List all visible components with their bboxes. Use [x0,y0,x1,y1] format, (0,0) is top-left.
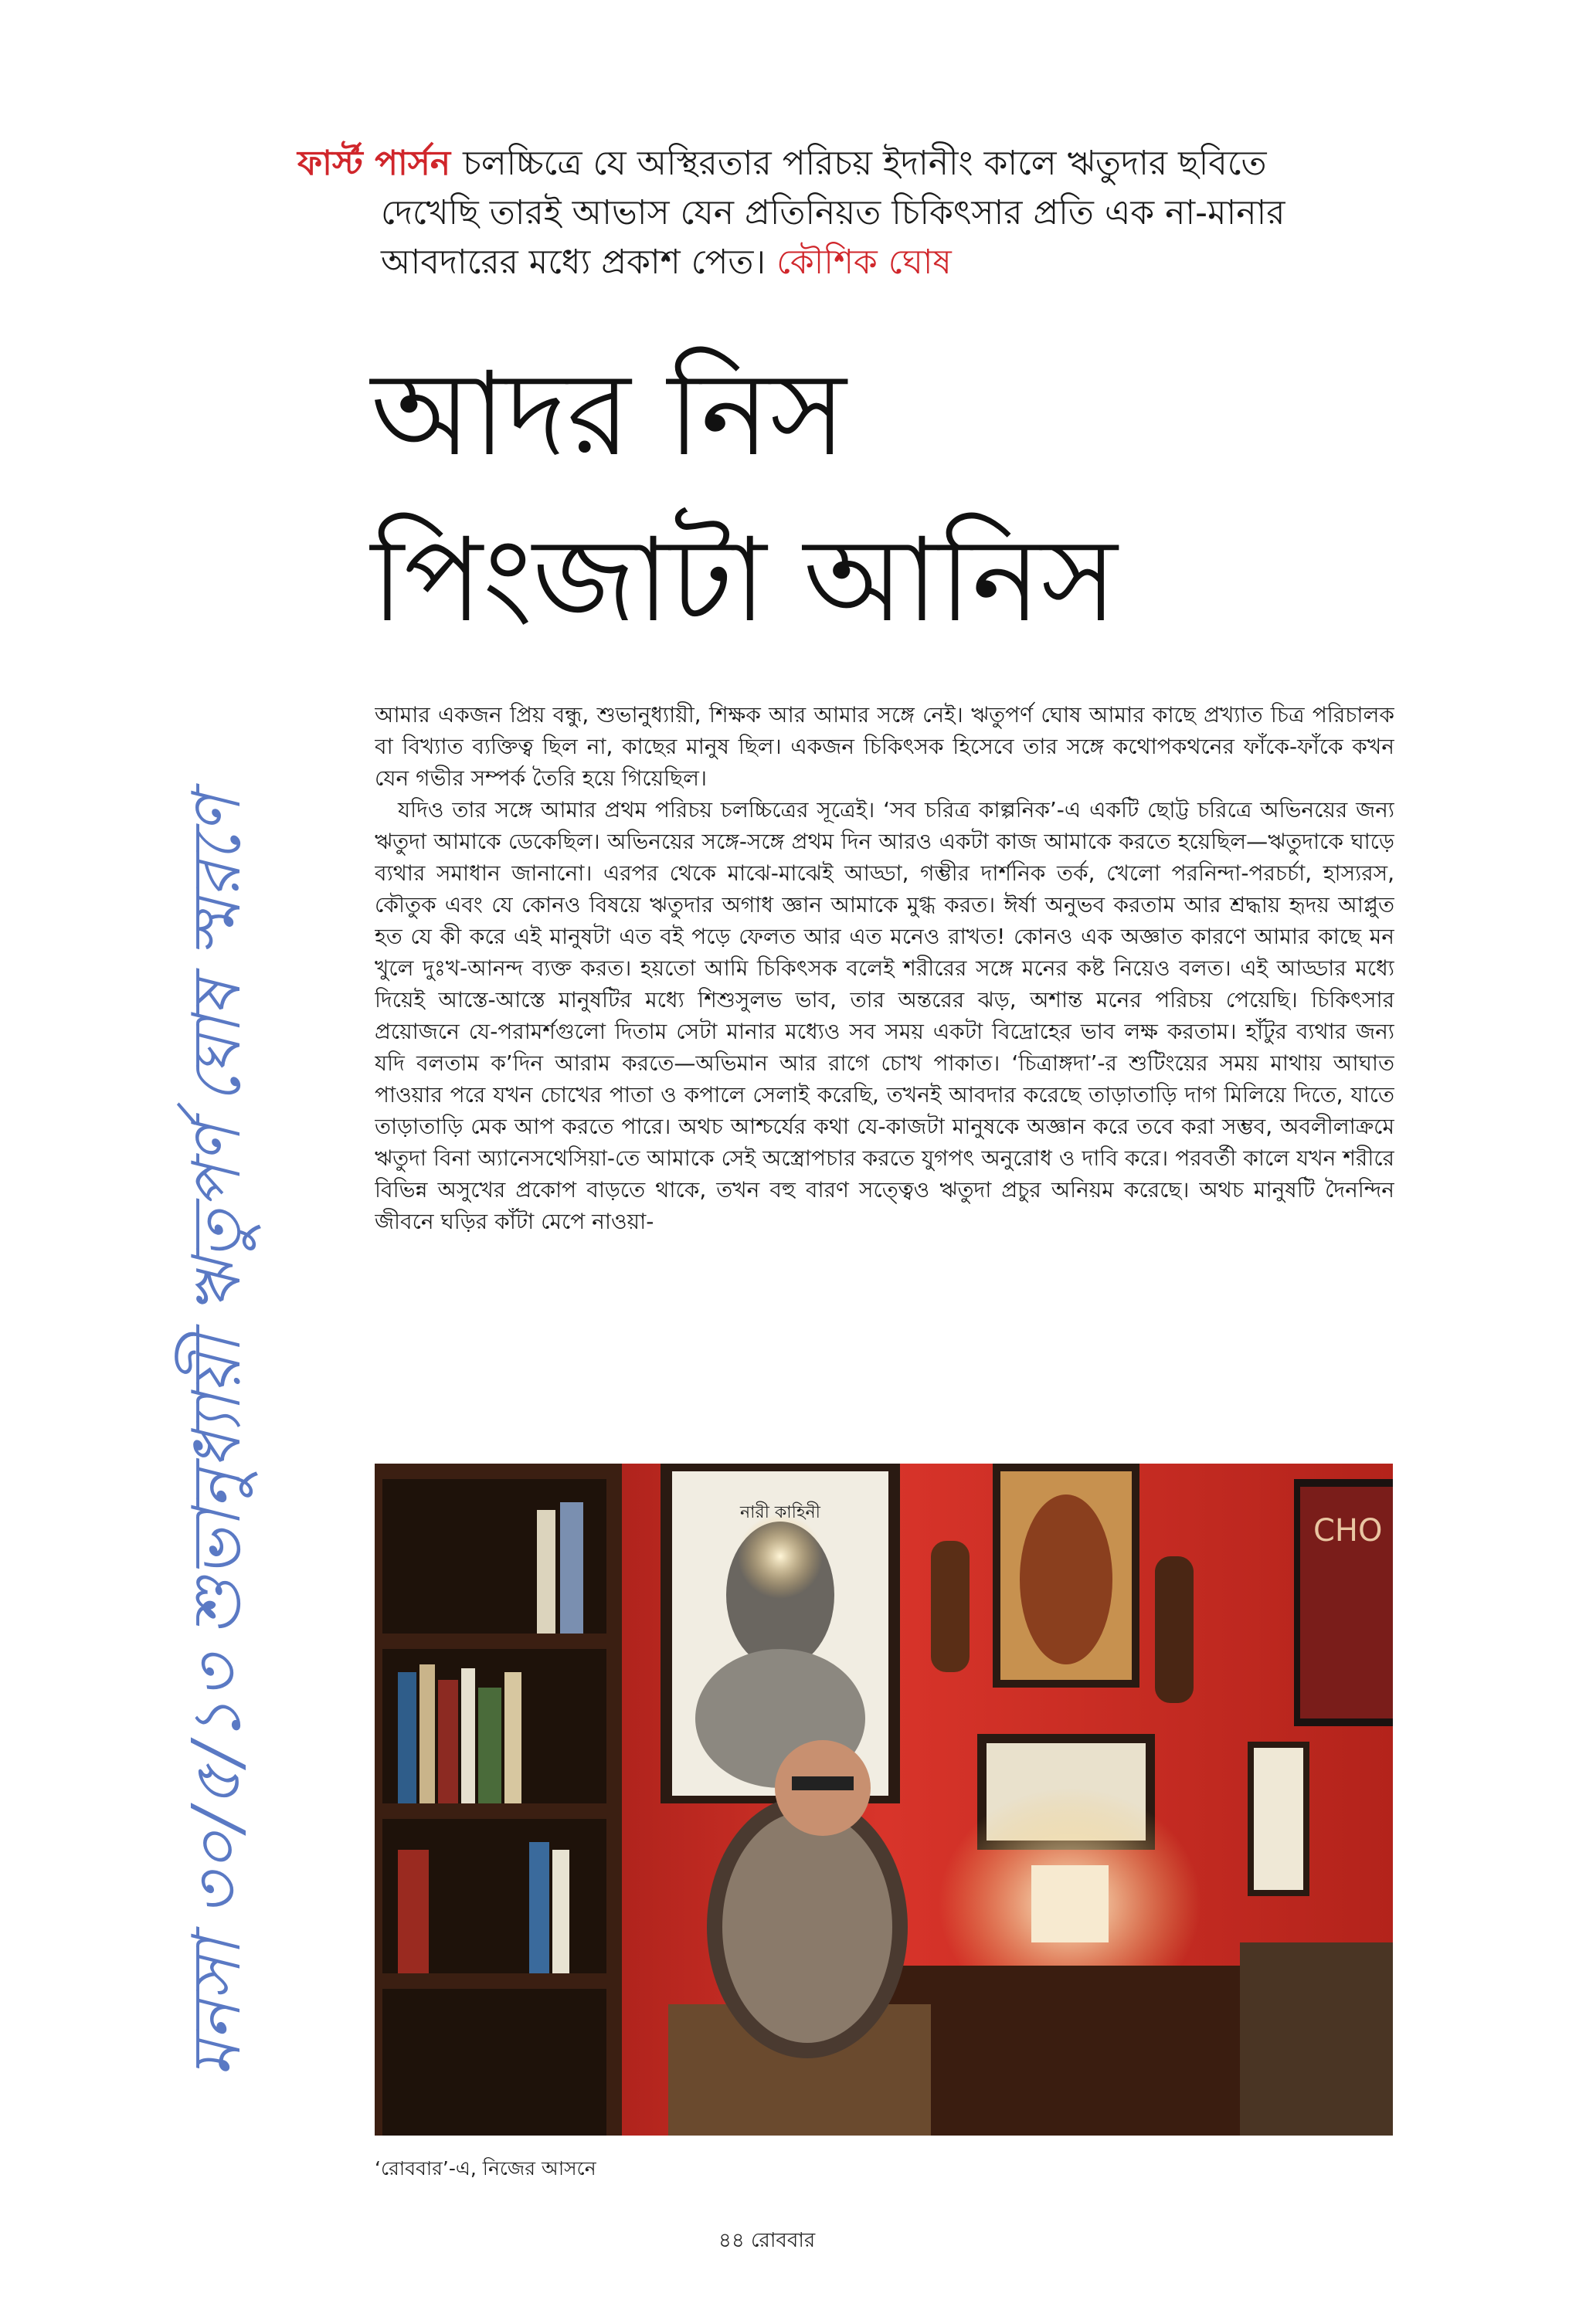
framed-poster [661,1464,900,1803]
mask-2 [1155,1556,1194,1703]
right-poster-text: CHO [1313,1513,1383,1549]
article-headline [371,332,1452,664]
headline-line-1: আদর নিস [371,348,847,482]
poster-text: নারী কাহিনী [740,1503,820,1522]
section-kicker: ফার্স্ট পার্সন [297,144,451,183]
article-standfirst [297,139,1425,287]
handwritten-text: মনসা ৩০/৫/১৩ শুভানুধ্যায়ী ঋতুপর্ণ ঘোষ স্মরণে [178,795,256,2078]
photo-caption: ‘রোববার’-এ, নিজের আসনে [375,2157,596,2180]
article-body [375,699,1394,1410]
handwritten-margin-note [162,116,286,2093]
headline-line-2: পিংজাটা আনিস [371,514,1118,648]
article-photo [375,1464,1393,2136]
standfirst-line-1: চলচ্চিত্রে যে অস্থিরতার পরিচয় ইদানীং কালে ঋতুদার ছবিতে [463,144,1267,183]
right-poster [1294,1479,1393,1726]
bookshelf [375,1464,622,2136]
page-folio: ৪৪ রোববার [718,2229,816,2252]
author-name: কৌশিক ঘোষ [776,243,952,282]
body-paragraph-1: আমার একজন প্রিয় বন্ধু, শুভানুধ্যায়ী, শিক্ষক আর আমার সঙ্গে নেই। ঋতুপর্ণ ঘোষ আমার কাছে প্রখ্যাত চিত্র পরিচালক বা বিখ্যাত ব্যক্তিত্ব ছিল না, কাছের মানুষ ছিল। একজন চিকিৎসক হিসেবে তার সঙ্গে কথোপকথনের ফাঁকে-ফাঁকে কখন যেন গভীর সম্পর্ক তৈরি হয়ে গিয়েছিল। [375,702,1394,791]
standfirst-line-3: আবদারের মধ্যে প্রকাশ পেত। কৌশিক ঘোষ [381,243,952,282]
body-paragraph-2: যদিও তার সঙ্গে আমার প্রথম পরিচয় চলচ্চিত্রের সূত্রেই। ‘সব চরিত্র কাল্পনিক’-এ একটি ছোট্ট চরিত্রে অভিনয়ের জন্য ঋতুদা আমাকে ডেকেছিল। অভিনয়ের সঙ্গে-সঙ্গে প্রথম দিন আরও একটা কাজ আমাকে করতে হয়েছিল—ঋতুদাকে ঘাড়ে ব্যথার সমাধান জানানো। এরপর থেকে মাঝে-মাঝেই আড্ডা, গম্ভীর দার্শনিক তর্ক, খেলো পরনিন্দা-পরচর্চা, হাস্যরস, কৌতুক এবং যে কোনও বিষয়ে ঋতুদার অগাধ জ্ঞান আমাকে মুগ্ধ করত। ঈর্ষা অনুভব করতাম আর শ্রদ্ধায় হৃদয় আপ্লুত হত যে কী করে এই মানুষটা এত বই পড়ে ফেলত আর এত মনেও রাখত! কোনও এক অজ্ঞাত কারণে আমার কাছে মন খুলে দুঃখ-আনন্দ ব্যক্ত করত। হয়তো আমি চিকিৎসক বলেই শরীরের সঙ্গে মনের কষ্ট নিয়েও বলত। এই আড্ডার মধ্যে দিয়েই আস্তে-আস্তে মানুষটির মধ্যে শিশুসুলভ ভাব, তার অন্তরের ঝড়, অশান্ত মনের পরিচয় পেয়েছি। চিকিৎসার প্রয়োজনে যে-পরামর্শগুলো দিতাম সেটা মানার মধ্যেও সব সময় একটা বিদ্রোহের ভাব লক্ষ করতাম। হাঁটুর ব্যথার জন্য যদি বলতাম ক’দিন আরাম করতে—অভিমান আর রাগে চোখ পাকাত। ‘চিত্রাঙ্গদা’-র শুটিংয়ের সময় মাথায় আঘাত পাওয়ার পরে যখন চোখের পাতা ও কপালে সেলাই করেছি, তখনই আবদার করেছে তাড়াতাড়ি দাগ মিলিয়ে দিতে, যাতে তাড়াতাড়ি মেক আপ করতে পারে। অথচ আশ্চর্যের কথা যে-কাজটা মানুষকে অজ্ঞান করে তবে করা সম্ভব, অবলীলাক্রমে ঋতুদা বিনা অ্যানেসথেসিয়া-তে আমাকে সেই অস্ত্রোপচার করতে যুগপৎ অনুরোধ ও দাবি করে। পরবর্তী কালে যখন শরীরে বিভিন্ন অসুখের প্রকোপ বাড়তে থাকে, তখন বহু বারণ সত্ত্বেও ঋতুদা প্রচুর অনিয়ম করেছে। অথচ মানুষটি দৈনন্দিন জীবনে ঘড়ির কাঁটা মেপে নাওয়া- [375,797,1394,1234]
mask-1 [931,1541,970,1672]
standfirst-line-2: দেখেছি তারই আভাস যেন প্রতিনিয়ত চিকিৎসার প্রতি এক না-মানার [381,193,1285,232]
